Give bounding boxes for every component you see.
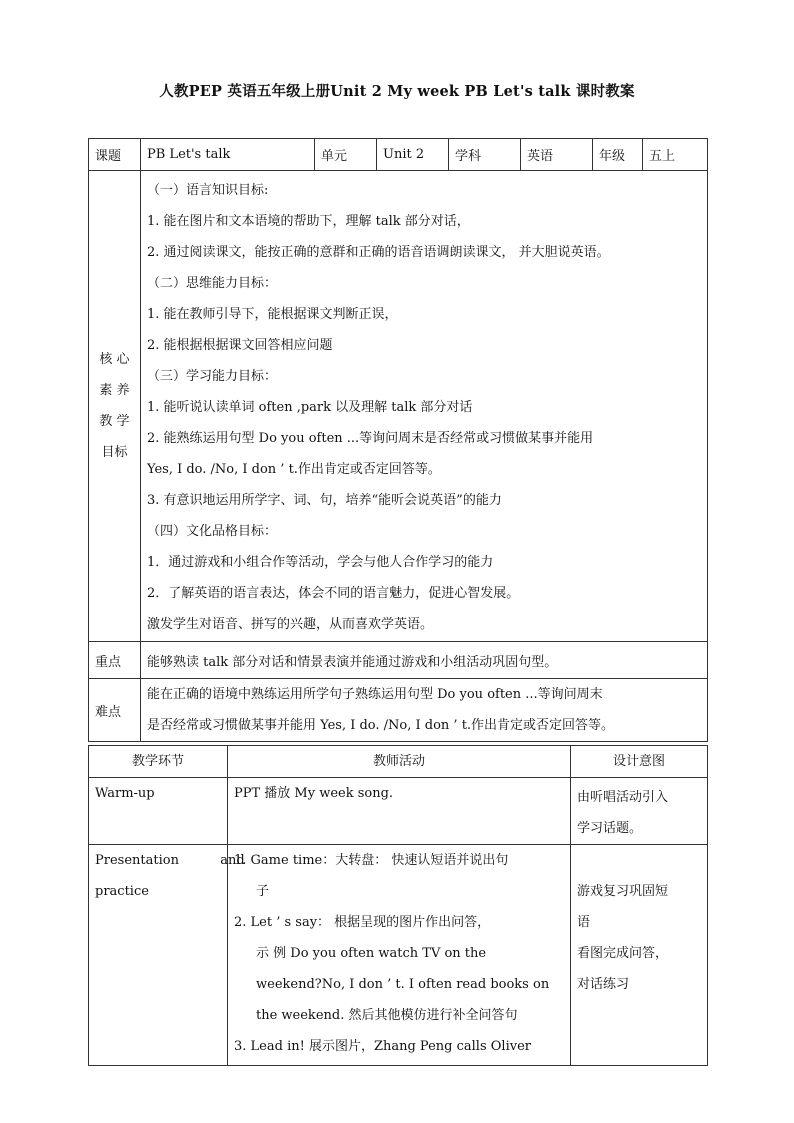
key-point-label: 重点 xyxy=(89,642,141,679)
topic-label: 课题 xyxy=(89,139,141,171)
intent-text: 看图完成问答， xyxy=(577,946,669,961)
goal-line: Yes, I do. /No, I don ’ t.作出肯定或否定回答等。 xyxy=(147,462,441,477)
process-row-presentation xyxy=(89,845,708,1066)
key-point-row xyxy=(89,642,708,679)
goals-row xyxy=(89,171,708,642)
intent-text: 学习话题。 xyxy=(577,821,643,836)
stage-text: Warm-up xyxy=(95,786,155,801)
stage-cell xyxy=(89,778,228,845)
intent-cell xyxy=(571,845,708,1066)
subject-label: 学科 xyxy=(449,139,521,171)
activity-text: 2. Let ’ s say： 根据呈现的图片作出问答， xyxy=(234,915,491,930)
goals-content xyxy=(141,171,708,642)
goal-line: 3. 有意识地运用所学字、词、句，培养“能听会说英语”的能力 xyxy=(147,493,502,508)
goal-line: 1. 能在教师引导下，能根据课文判断正误， xyxy=(147,307,398,322)
intent-text: 对话练习 xyxy=(577,977,630,992)
intent-text: 游戏复习巩固短 xyxy=(577,884,669,899)
activity-cell xyxy=(228,845,571,1066)
goal-line: （四）文化品格目标： xyxy=(147,524,278,539)
key-point-text: 能够熟读 talk 部分对话和情景表演并能通过游戏和小组活动巩固句型。 xyxy=(141,642,708,679)
stage-text: Presentation and xyxy=(95,853,245,868)
goals-label-line: 核 心 xyxy=(99,352,130,367)
header-stage: 教学环节 xyxy=(89,746,228,778)
intent-cell xyxy=(571,778,708,845)
process-row-warmup xyxy=(89,778,708,845)
goal-line: （二）思维能力目标： xyxy=(147,276,278,291)
activity-text: 1. Game time：大转盘： 快速认短语并说出句 xyxy=(234,853,509,868)
difficult-line: 是否经常或习惯做某事并能用 Yes, I do. /No, I don ’ t.作出肯定或否定回答等。 xyxy=(147,718,615,733)
header-activity: 教师活动 xyxy=(228,746,571,778)
difficult-point-text xyxy=(141,679,708,742)
process-header-row xyxy=(89,746,708,778)
difficult-line: 能在正确的语境中熟练运用所学句子熟练运用句型 Do you often ...等询问周末 xyxy=(147,687,603,702)
intent-text: 由听唱活动引入 xyxy=(577,790,669,805)
activity-cell xyxy=(228,778,571,845)
goal-line: 2．了解英语的语言表达，体会不同的语言魅力，促进心智发展。 xyxy=(147,586,520,601)
lesson-info-table xyxy=(88,138,708,742)
document-title: 人教PEP 英语五年级上册Unit 2 My week PB Let's talk 课时教案 xyxy=(159,83,635,100)
goal-line: （三）学习能力目标： xyxy=(147,369,278,384)
topic-value: PB Let's talk xyxy=(141,139,315,171)
activity-text: weekend?No, I don ’ t. I often read books on xyxy=(256,977,550,992)
goal-line: 2. 能根据根据课文回答相应问题 xyxy=(147,338,333,353)
goals-label-line: 素 养 xyxy=(99,383,130,398)
info-row xyxy=(89,139,708,171)
activity-text: 子 xyxy=(256,884,270,899)
goal-line: 1．通过游戏和小组合作等活动，学会与他人合作学习的能力 xyxy=(147,555,494,570)
goal-line: 2. 通过阅读课文，能按正确的意群和正确的语音语调朗读课文， 并大胆说英语。 xyxy=(147,245,610,260)
intent-text: 语 xyxy=(577,915,591,930)
teaching-process-table xyxy=(88,745,708,1066)
goal-line: （一）语言知识目标: xyxy=(147,183,269,198)
grade-label: 年级 xyxy=(593,139,643,171)
stage-cell xyxy=(89,845,245,1066)
activity-text: 示 例 Do you often watch TV on the xyxy=(256,946,487,961)
goals-label-line: 目标 xyxy=(101,445,128,460)
difficult-point-label: 难点 xyxy=(89,679,141,742)
goal-line: 激发学生对语音、拼写的兴趣，从而喜欢学英语。 xyxy=(147,617,434,632)
grade-value: 五上 xyxy=(643,139,708,171)
stage-text: practice xyxy=(95,884,149,899)
goal-line: 1. 能听说认读单词 often ,park 以及理解 talk 部分对话 xyxy=(147,400,473,415)
goals-label-line: 教 学 xyxy=(99,414,130,429)
difficult-point-row xyxy=(89,679,708,742)
unit-label: 单元 xyxy=(315,139,377,171)
goal-line: 2. 能熟练运用句型 Do you often ...等询问周末是否经常或习惯做某事并能用 xyxy=(147,431,594,446)
header-intent: 设计意图 xyxy=(571,746,708,778)
activity-text: 3. Lead in! 展示图片，Zhang Peng calls Oliver xyxy=(234,1039,531,1054)
goals-label xyxy=(89,171,141,642)
activity-text: PPT 播放 My week song. xyxy=(234,786,394,801)
goal-line: 1. 能在图片和文本语境的帮助下，理解 talk 部分对话， xyxy=(147,214,470,229)
activity-text: the weekend. 然后其他模仿进行补全问答句 xyxy=(256,1008,518,1023)
subject-value: 英语 xyxy=(521,139,593,171)
unit-value: Unit 2 xyxy=(377,139,449,171)
